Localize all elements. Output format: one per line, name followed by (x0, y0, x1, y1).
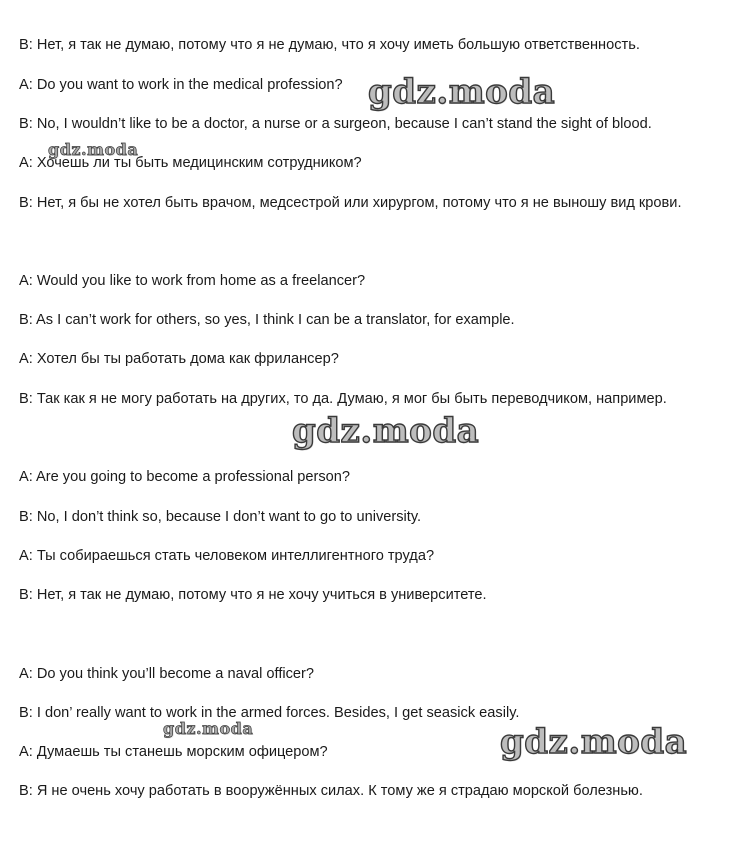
dialogue-line: A: Are you going to become a professional person? (19, 469, 351, 485)
watermark-logo: gdz.moda (163, 719, 254, 738)
dialogue-line: B: No, I don’t think so, because I don’t want to go to university. (19, 509, 422, 525)
dialogue-line: A: Хочешь ли ты быть медицинским сотрудником? (19, 155, 362, 171)
dialogue-line: B: Я не очень хочу работать в вооружённых силах. К тому же я страдаю морской болезнью. (19, 783, 643, 799)
dialogue-line: A: Do you think you’ll become a naval officer? (19, 666, 315, 682)
dialogue-line: A: Would you like to work from home as a freelancer? (19, 273, 366, 289)
watermark-logo: gdz.moda (500, 722, 688, 762)
dialogue-line: A: Ты собираешься стать человеком интеллигентного труда? (19, 548, 435, 564)
dialogue-line: B: I don’ really want to work in the armed forces. Besides, I get seasick easily. (19, 705, 520, 721)
dialogue-line: B: Нет, я так не думаю, потому что я не думаю, что я хочу иметь большую ответственность. (19, 37, 640, 53)
watermark-logo: gdz.moda (368, 72, 556, 112)
watermark-logo: gdz.moda (292, 411, 480, 451)
dialogue-line: B: Нет, я так не думаю, потому что я не хочу учиться в университете. (19, 587, 487, 603)
dialogue-line: B: Так как я не могу работать на других, то да. Думаю, я мог бы быть переводчиком, например. (19, 391, 667, 407)
dialogue-line: B: No, I wouldn’t like to be a doctor, a nurse or a surgeon, because I can’t stand the sight of blood. (19, 116, 652, 132)
dialogue-line: B: Нет, я бы не хотел быть врачом, медсестрой или хирургом, потому что я не выношу вид крови. (19, 195, 682, 211)
dialogue-line: A: Думаешь ты станешь морским офицером? (19, 744, 328, 760)
watermark-logo: gdz.moda (48, 140, 139, 159)
dialogue-line: B: As I can’t work for others, so yes, I think I can be a translator, for example. (19, 312, 515, 328)
dialogue-line: A: Do you want to work in the medical profession? (19, 77, 343, 93)
dialogue-line: A: Хотел бы ты работать дома как фрилансер? (19, 351, 339, 367)
